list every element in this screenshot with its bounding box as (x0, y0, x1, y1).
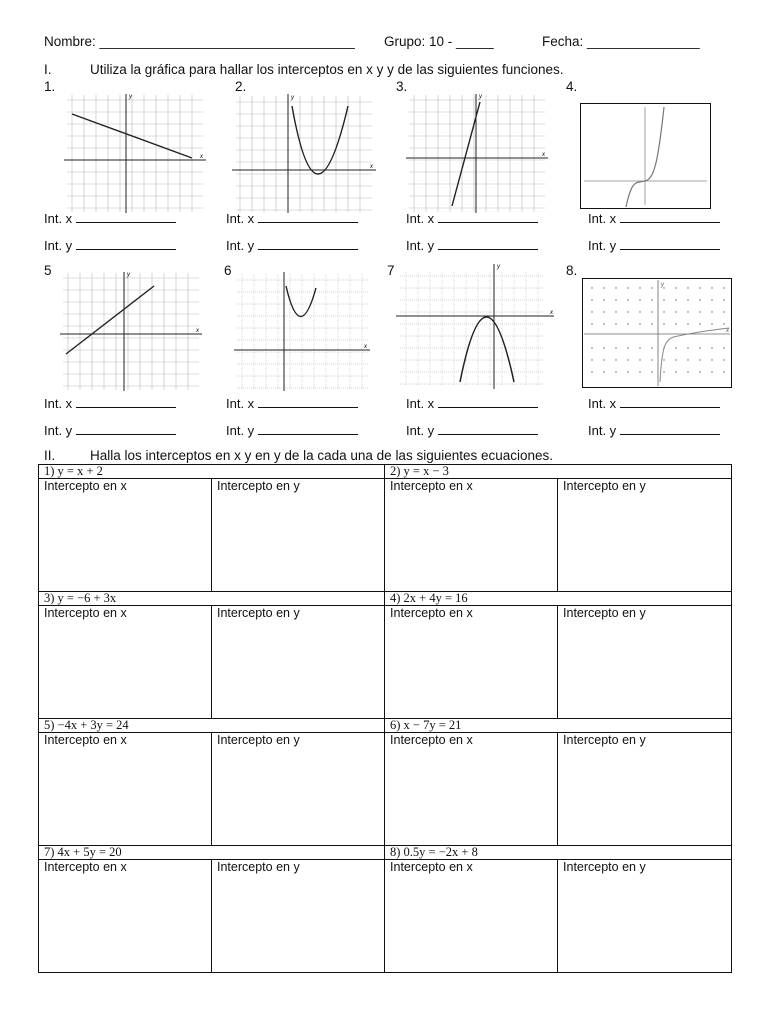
svg-text:x: x (542, 152, 545, 158)
blank-line[interactable] (258, 424, 358, 435)
answer-int-y-2[interactable] (226, 238, 358, 253)
work-cell-2x[interactable]: Intercepto en x (385, 479, 558, 592)
section1-instruction: Utiliza la gráfica para hallar los interceptos en x y y de las siguientes funciones. (90, 62, 564, 77)
blank-line[interactable] (438, 239, 538, 250)
int-y-label: Int. y (44, 238, 73, 253)
equation-7: 7) 4x + 5y = 20 (39, 846, 385, 860)
graph-number-8: 8. (566, 263, 578, 278)
answer-int-y-8[interactable] (588, 423, 720, 438)
answer-int-x-4[interactable] (588, 211, 720, 226)
int-x-label: Int. x (588, 396, 617, 411)
work-cell-5y[interactable]: Intercepto en y (212, 733, 385, 846)
work-cell-6y[interactable]: Intercepto en y (558, 733, 732, 846)
graph-6-parabola (232, 270, 372, 392)
blank-line[interactable] (438, 397, 538, 408)
answer-int-y-1[interactable] (44, 238, 176, 253)
section2-numeral: II. (44, 448, 56, 463)
int-y-label: Int. y (588, 423, 617, 438)
answer-int-x-1[interactable] (44, 211, 176, 226)
work-cell-7x[interactable]: Intercepto en x (39, 860, 212, 973)
int-x-label: Int. x (226, 396, 255, 411)
int-y-label: Int. y (406, 238, 435, 253)
answer-int-x-3[interactable] (406, 211, 538, 226)
answer-int-y-3[interactable] (406, 238, 538, 253)
blank-line[interactable] (258, 212, 358, 223)
svg-text:x: x (550, 310, 553, 316)
svg-text:y: y (479, 94, 482, 100)
blank-line[interactable] (76, 212, 176, 223)
svg-text:x: x (196, 328, 199, 334)
answer-int-x-7[interactable] (406, 396, 538, 411)
blank-line[interactable] (620, 239, 720, 250)
blank-line[interactable] (620, 397, 720, 408)
work-cell-3x[interactable]: Intercepto en x (39, 606, 212, 719)
answer-int-x-8[interactable] (588, 396, 720, 411)
equations-table (38, 464, 732, 973)
svg-text:y: y (661, 282, 664, 288)
equation-6: 6) x − 7y = 21 (385, 719, 732, 733)
work-cell-5x[interactable]: Intercepto en x (39, 733, 212, 846)
work-cell-4y[interactable]: Intercepto en y (558, 606, 732, 719)
blank-line[interactable] (258, 239, 358, 250)
equation-3: 3) y = −6 + 3x (39, 592, 385, 606)
int-x-label: Int. x (226, 211, 255, 226)
answer-int-y-7[interactable] (406, 423, 538, 438)
equation-row (39, 592, 732, 606)
blank-line[interactable] (438, 212, 538, 223)
answer-int-x-6[interactable] (226, 396, 358, 411)
svg-text:y: y (497, 264, 500, 270)
work-cell-3y[interactable]: Intercepto en y (212, 606, 385, 719)
int-y-label: Int. y (226, 423, 255, 438)
graph-7-parabola (394, 262, 558, 390)
work-cell-8x[interactable]: Intercepto en x (385, 860, 558, 973)
work-cell-1y[interactable]: Intercepto en y (212, 479, 385, 592)
int-x-label: Int. x (44, 396, 73, 411)
int-y-label: Int. y (588, 238, 617, 253)
int-y-label: Int. y (406, 423, 435, 438)
blank-line[interactable] (620, 212, 720, 223)
int-y-label: Int. y (44, 423, 73, 438)
blank-line[interactable] (438, 424, 538, 435)
int-x-label: Int. x (588, 211, 617, 226)
graph-number-5: 5 (44, 263, 52, 278)
svg-text:y: y (291, 95, 294, 101)
svg-text:x: x (364, 344, 367, 350)
equation-row (39, 465, 732, 479)
blank-line[interactable] (76, 239, 176, 250)
graph-2-parabola (230, 92, 378, 214)
int-y-label: Int. y (226, 238, 255, 253)
equation-row (39, 719, 732, 733)
int-x-label: Int. x (406, 211, 435, 226)
equation-row (39, 846, 732, 860)
work-cell-7y[interactable]: Intercepto en y (212, 860, 385, 973)
header-grupo[interactable]: Grupo: 10 - _____ (384, 34, 494, 49)
answer-int-y-5[interactable] (44, 423, 176, 438)
svg-text:y: y (127, 272, 130, 278)
graph-3-line (404, 92, 550, 214)
work-cell-1x[interactable]: Intercepto en x (39, 479, 212, 592)
svg-text:x: x (726, 328, 729, 334)
equation-8: 8) 0.5y = −2x + 8 (385, 846, 732, 860)
header-nombre[interactable]: Nombre: __________________________________ (44, 34, 355, 49)
work-row (39, 860, 732, 973)
graph-number-7: 7. (387, 263, 399, 278)
svg-text:x: x (370, 164, 373, 170)
answer-int-y-4[interactable] (588, 238, 720, 253)
graph-number-1: 1. (44, 79, 56, 94)
work-cell-6x[interactable]: Intercepto en x (385, 733, 558, 846)
work-row (39, 479, 732, 592)
graph-number-2: 2. (235, 79, 247, 94)
equation-4: 4) 2x + 4y = 16 (385, 592, 732, 606)
svg-text:y: y (129, 94, 132, 100)
int-x-label: Int. x (44, 211, 73, 226)
equation-2: 2) y = x − 3 (385, 465, 732, 479)
work-row (39, 606, 732, 719)
work-cell-2y[interactable]: Intercepto en y (558, 479, 732, 592)
section2-instruction: Halla los interceptos en x y en y de la cada una de las siguientes ecuaciones. (90, 448, 554, 463)
graph-8-curve (582, 278, 732, 388)
equation-5: 5) −4x + 3y = 24 (39, 719, 385, 733)
graph-1-line (62, 92, 208, 214)
work-cell-4x[interactable]: Intercepto en x (385, 606, 558, 719)
blank-line[interactable] (76, 424, 176, 435)
equation-1: 1) y = x + 2 (39, 465, 385, 479)
header-fecha[interactable]: Fecha: _______________ (542, 34, 700, 49)
blank-line[interactable] (258, 397, 358, 408)
blank-line[interactable] (76, 397, 176, 408)
work-cell-8y[interactable]: Intercepto en y (558, 860, 732, 973)
graph-4-cubic (580, 103, 711, 209)
work-row (39, 733, 732, 846)
svg-text:x: x (200, 154, 203, 160)
graph-5-line (58, 270, 204, 392)
graph-number-4: 4. (566, 79, 578, 94)
answer-int-x-2[interactable] (226, 211, 358, 226)
graph-number-6: 6 (224, 263, 232, 278)
answer-int-y-6[interactable] (226, 423, 358, 438)
graph-number-3: 3. (396, 79, 408, 94)
answer-int-x-5[interactable] (44, 396, 176, 411)
section1-numeral: I. (44, 62, 52, 77)
int-x-label: Int. x (406, 396, 435, 411)
blank-line[interactable] (620, 424, 720, 435)
